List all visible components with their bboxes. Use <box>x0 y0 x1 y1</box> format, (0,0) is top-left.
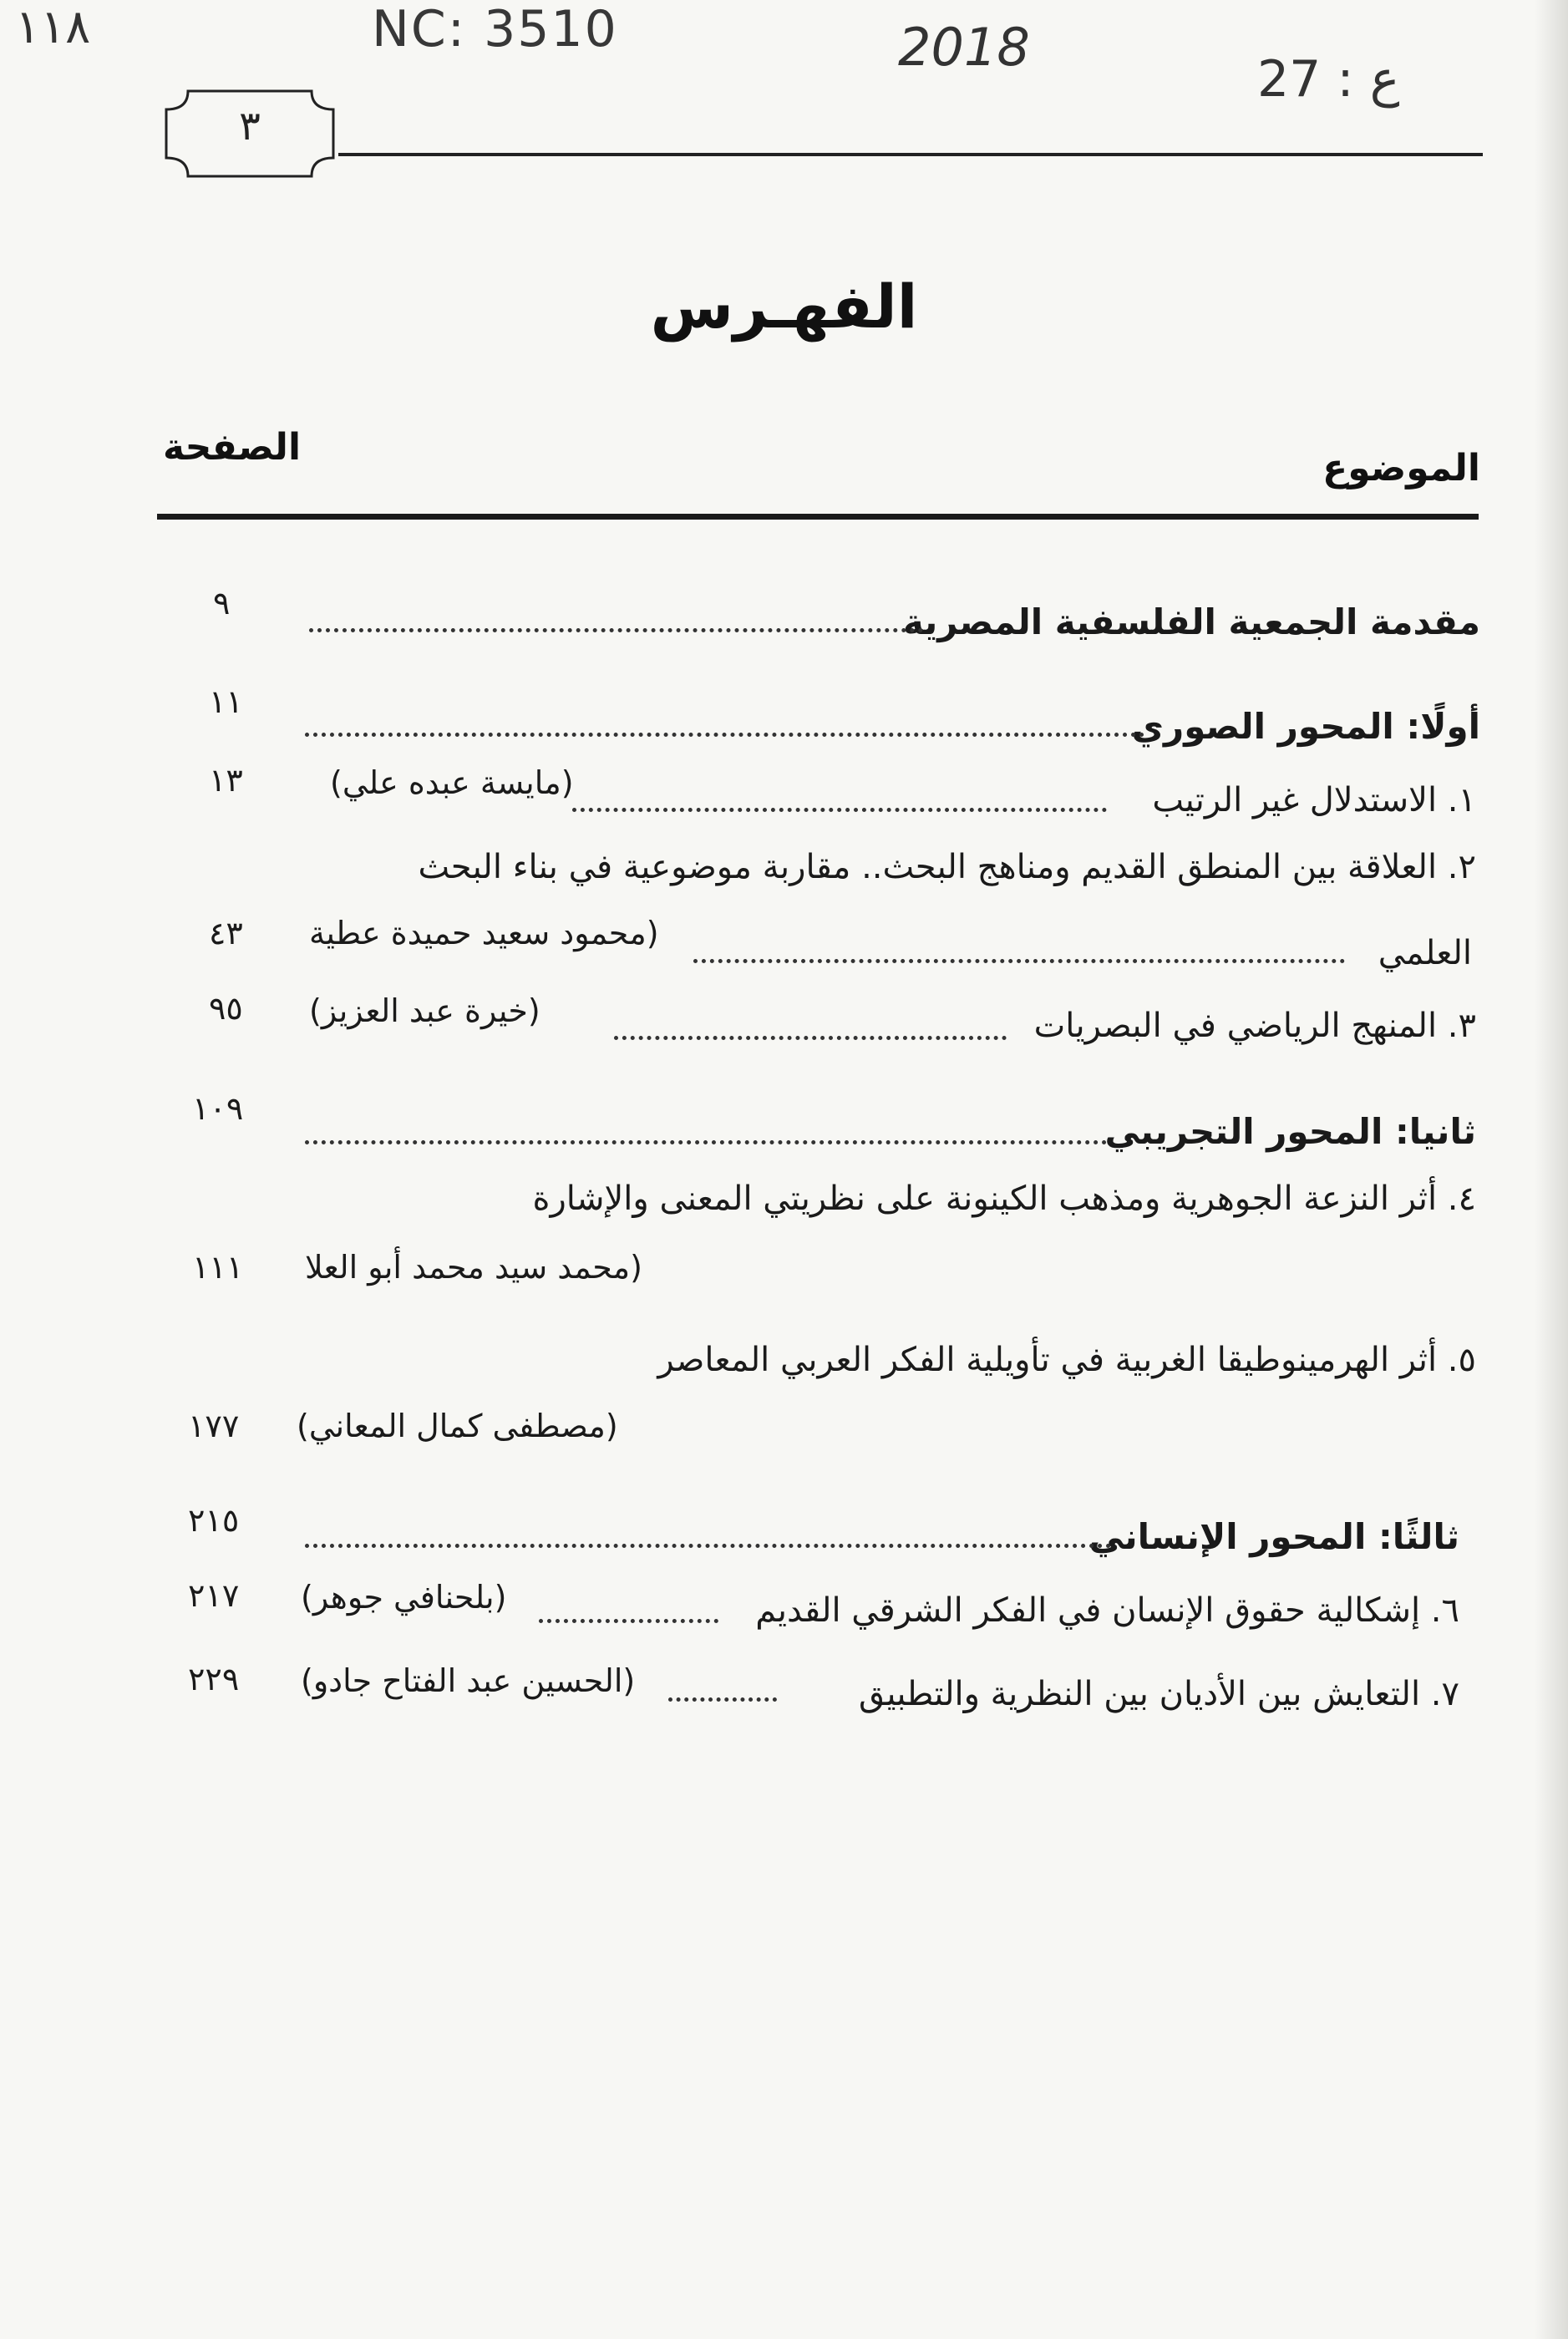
column-header-topic: الموضوع <box>1322 447 1480 490</box>
page-ref: ١١ <box>209 683 243 720</box>
page-ref: ٤٣ <box>209 915 243 951</box>
toc-entry-2-cont[interactable]: العلمي <box>1378 934 1472 972</box>
page-ref: ١٧٧ <box>188 1408 240 1444</box>
toc-entry-author: (مايسة عبده علي) <box>330 764 574 801</box>
page-number-frame <box>163 88 337 180</box>
toc-section-humanistic[interactable]: ثالثًا: المحور الإنساني <box>1088 1516 1459 1557</box>
toc-entry-author: (بلحنافي جوهر) <box>301 1579 507 1616</box>
toc-section-empirical[interactable]: ثانيا: المحور التجريبي <box>1104 1111 1476 1152</box>
leader-dots <box>668 1697 777 1702</box>
page-number: ٣ <box>239 103 261 150</box>
toc-entry-5[interactable]: ٥. أثر الهرمينوطيقا الغربية في تأويلية الفكر العربي المعاصر <box>657 1341 1476 1379</box>
toc-entry-7[interactable]: ٧. التعايش بين الأديان بين النظرية والتطبيق <box>858 1675 1459 1713</box>
page-ref: ١١١ <box>192 1249 244 1286</box>
toc-entry-author: (الحسين عبد الفتاح جادو) <box>301 1662 636 1699</box>
toc-entry-6[interactable]: ٦. إشكالية حقوق الإنسان في الفكر الشرقي القديم <box>755 1591 1459 1630</box>
header-rule <box>338 153 1483 156</box>
page-ref: ٢١٥ <box>188 1502 240 1539</box>
toc-entry-3[interactable]: ٣. المنهج الرياضي في البصريات <box>1033 1007 1476 1045</box>
leader-dots <box>572 808 1107 812</box>
toc-section-formal[interactable]: أولًا: المحور الصوري <box>1131 706 1480 747</box>
toc-entry-1[interactable]: ١. الاستدلال غير الرتيب <box>1152 781 1476 819</box>
toc-entry-4[interactable]: ٤. أثر النزعة الجوهرية ومذهب الكينونة على نظريتي المعنى والإشارة <box>532 1180 1476 1218</box>
header-divider <box>157 514 1479 520</box>
page-ref: ٩٥ <box>209 990 243 1027</box>
toc-entry-2[interactable]: ٢. العلاقة بين المنطق القديم ومناهج البحث.. مقاربة موضوعية في بناء البحث <box>418 848 1476 886</box>
handwritten-volume: ع : 27 <box>1257 50 1400 109</box>
toc-entry-author: (محمود سعيد حميدة عطية <box>309 915 659 951</box>
page-edge-shadow <box>1535 0 1568 2339</box>
column-header-page: الصفحة <box>163 426 302 469</box>
handwritten-mark-left: ١١٨ <box>15 0 91 54</box>
page-title: الفهـرس <box>650 271 918 342</box>
toc-entry-author: (خيرة عبد العزيز) <box>309 992 540 1029</box>
leader-dots <box>305 733 1144 737</box>
toc-entry-author: (محمد سيد محمد أبو العلا <box>305 1249 642 1286</box>
leader-dots <box>539 1619 718 1623</box>
leader-dots <box>693 959 1345 963</box>
toc-entry-intro[interactable]: مقدمة الجمعية الفلسفية المصرية <box>903 601 1480 642</box>
page-ref: ١٣ <box>209 762 243 799</box>
handwritten-year: 2018 <box>898 17 1030 78</box>
page-ref: ٢١٧ <box>188 1577 240 1614</box>
toc-entry-author: (مصطفى كمال المعاني) <box>297 1408 618 1444</box>
leader-dots <box>614 1036 1007 1040</box>
page-ref: ٢٢٩ <box>188 1661 240 1697</box>
page-ref: ١٠٩ <box>192 1090 244 1127</box>
handwritten-call-number: NC: 3510 <box>372 0 618 58</box>
leader-dots <box>305 1140 1107 1144</box>
page-ref: ٩ <box>213 585 231 622</box>
leader-dots <box>305 1544 1111 1548</box>
leader-dots <box>309 628 923 632</box>
